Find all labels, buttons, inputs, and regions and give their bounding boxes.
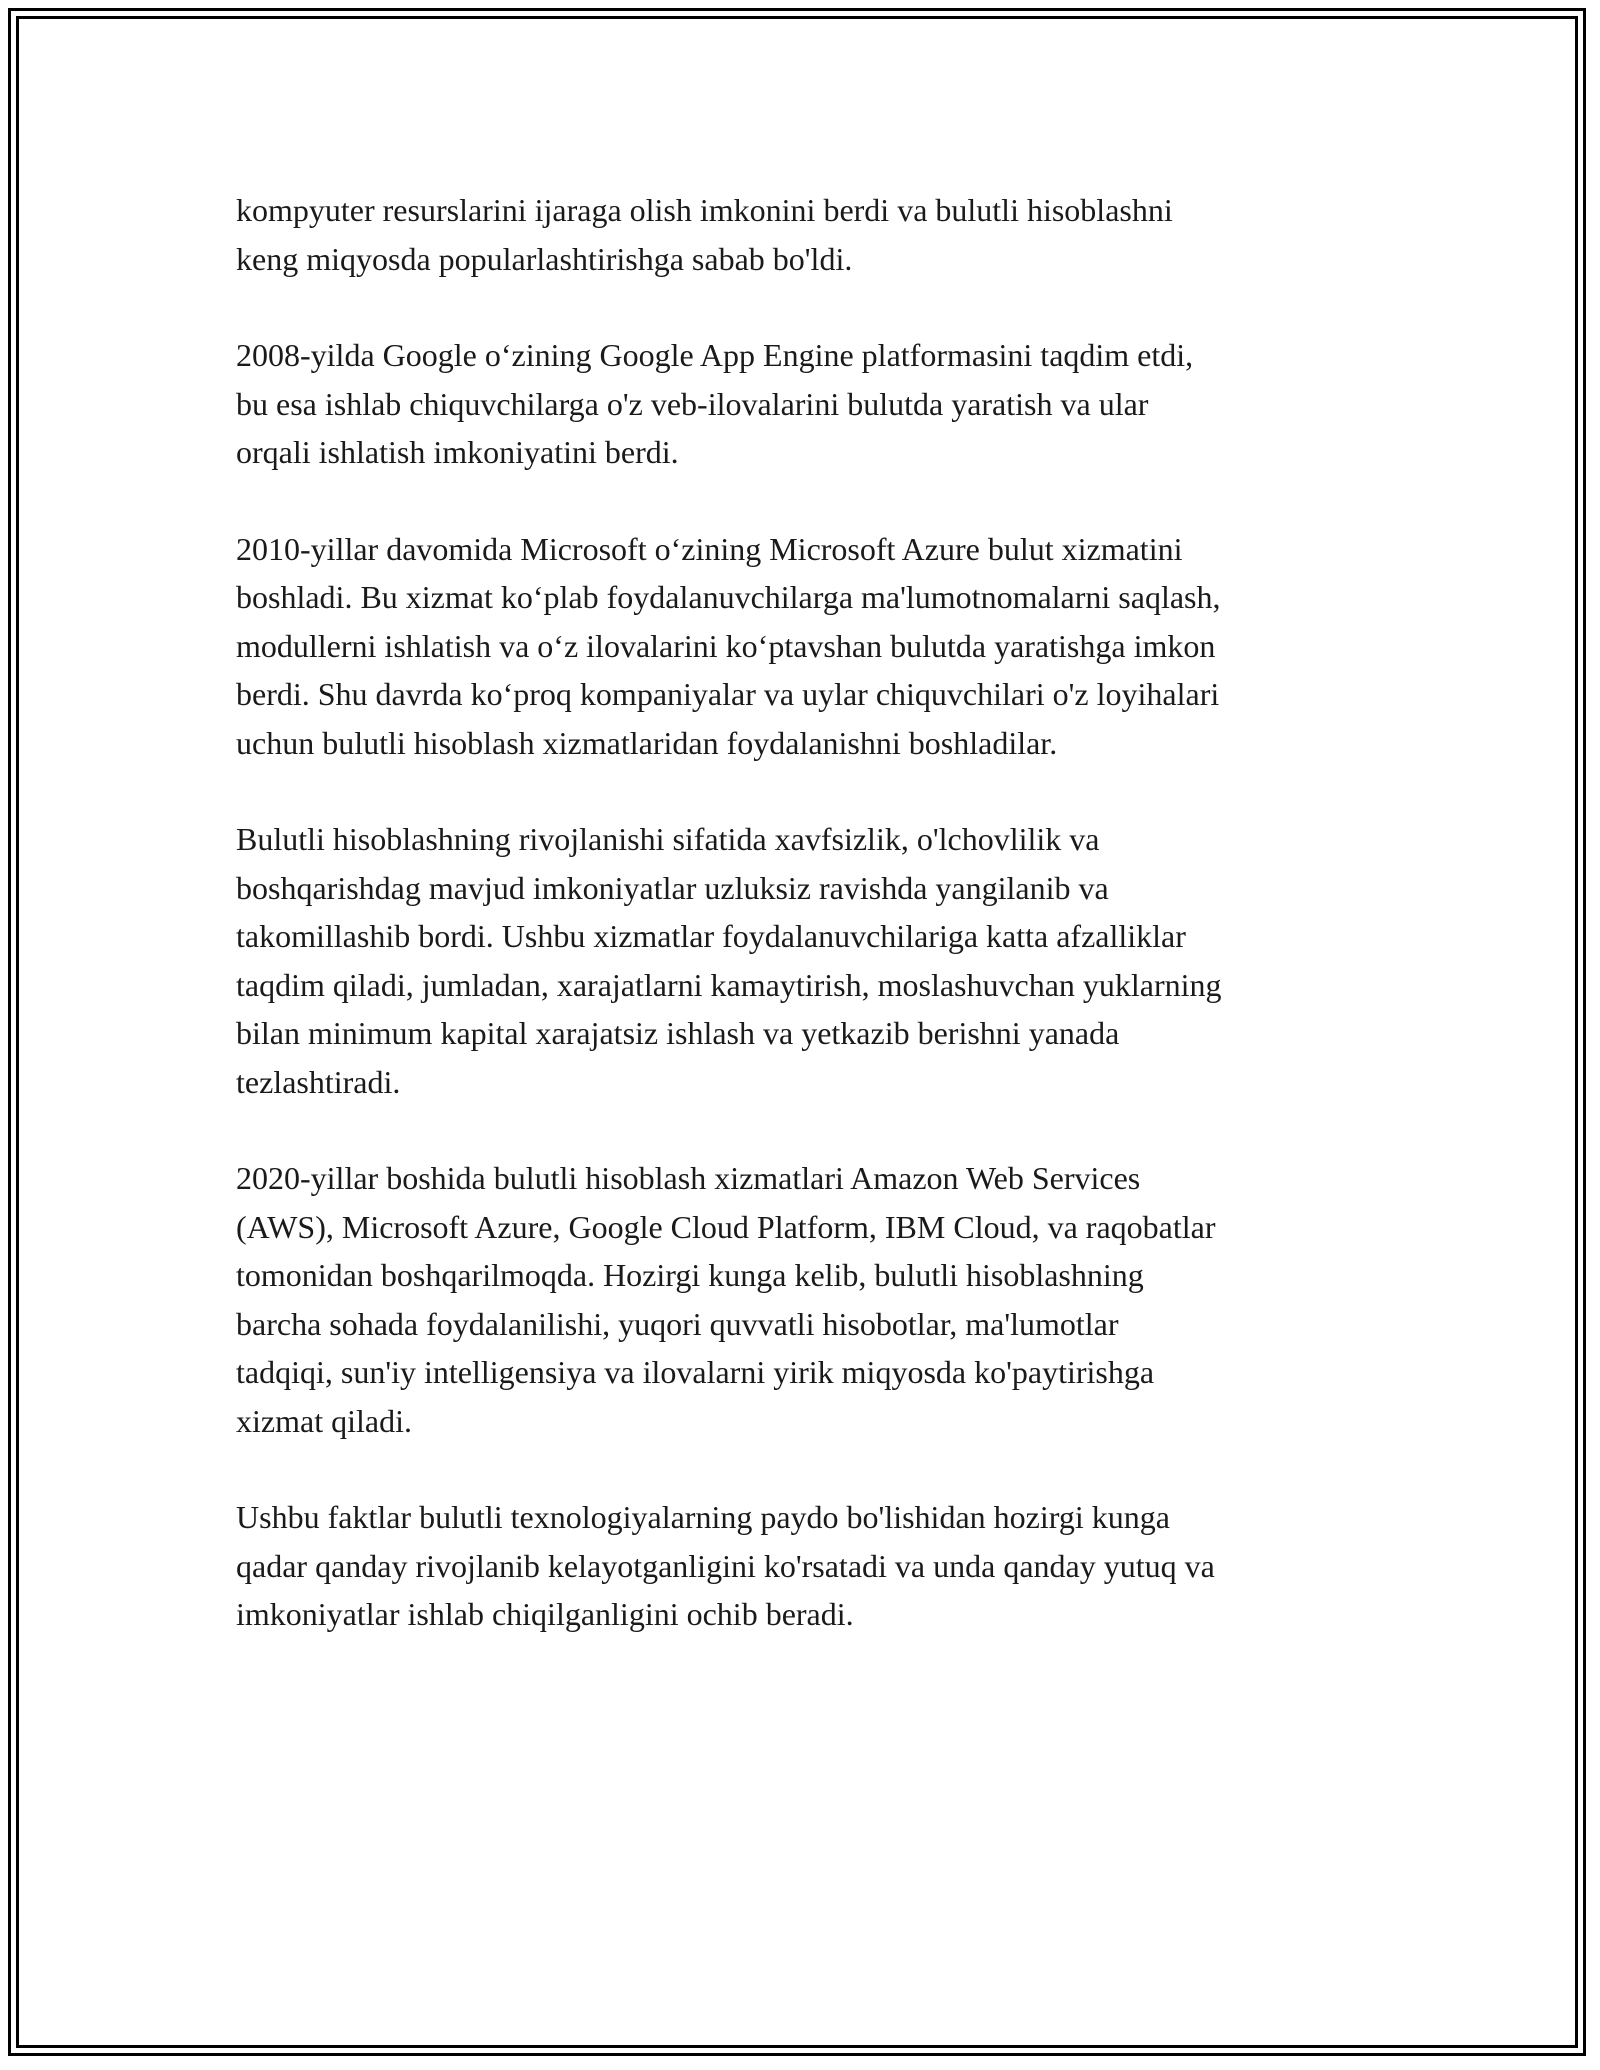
paragraph-cloud-development: Bulutli hisoblashning rivojlanishi sifatida xavfsizlik, o'lchovlilik va boshqarishdag mavjud imkoniyatlar uzluksiz ravishda yangilanib va takomillashib bordi. Ushbu xizmatlar foydalanuvchilariga katta afzalliklar taqdim qiladi, jumladan, xarajatlarni kamaytirish, moslashuvchan yuklarning bilan minimum kapital xarajatsiz ishlash va yetkazib berishni yanada tezlashtiradi. [236,821,1222,1100]
paragraph-2020s-providers: 2020-yillar boshida bulutli hisoblash xizmatlari Amazon Web Services (AWS), Microsoft Azure, Google Cloud Platform, IBM Cloud, va raqobatlar tomonidan boshqarilmoqda. Hozirgi kunga kelib, bulutli hisoblashning barcha sohada foydalanilishi, yuqori quvvatli hisobotlar, ma'lumotlar tadqiqi, sun'iy intelligensiya va ilovalarni yirik miqyosda ko'paytirishga xizmat qiladi. [236,1160,1216,1439]
document-body [236,186,1376,1687]
paragraph-microsoft-azure: 2010-yillar davomida Microsoft o‘zining Microsoft Azure bulut xizmatini boshladi. Bu xizmat ko‘plab foydalanuvchilarga ma'lumotnomalarni saqlash, modullerni ishlatish va o‘z ilovalarini ko‘ptavshan bulutda yaratishga imkon berdi. Shu davrda ko‘proq kompaniyalar va uylar chiquvchilari o'z loyihalari uchun bulutli hisoblash xizmatlaridan foydalanishni boshladilar. [236,530,1221,761]
paragraph-aws-popularization: kompyuter resurslarini ijaraga olish imkonini berdi va bulutli hisoblashni keng miqyosda popularlashtirishga sabab bo'ldi. [236,192,1173,277]
paragraph-conclusion: Ushbu faktlar bulutli texnologiyalarning paydo bo'lishidan hozirgi kunga qadar qanday rivojlanib kelayotganligini ko'rsatadi va unda qanday yutuq va imkoniyatlar ishlab chiqilganligini ochib beradi. [236,1499,1215,1632]
paragraph-google-app-engine: 2008-yilda Google o‘zining Google App Engine platformasini taqdim etdi, bu esa ishlab chiquvchilarga o'z veb-ilovalarini bulutda yaratish va ular orqali ishlatish imkoniyatini berdi. [236,337,1194,470]
